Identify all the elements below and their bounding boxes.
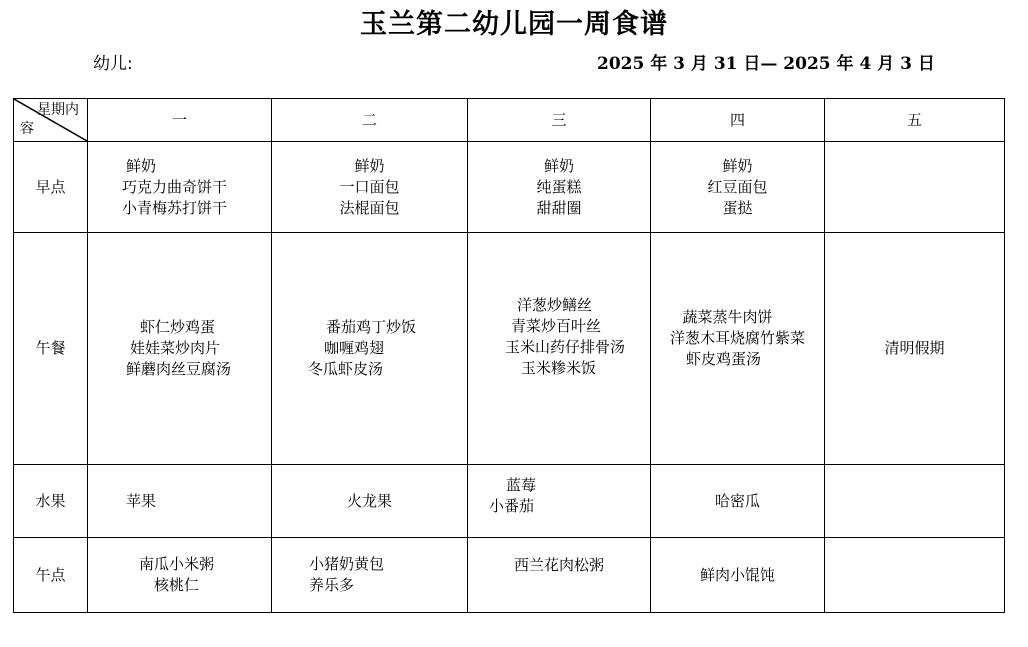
day-header-1: 一: [88, 99, 272, 142]
corner-label-content: 容: [20, 121, 34, 137]
menu-cell: [468, 538, 651, 613]
corner-header: [14, 99, 88, 142]
dish: 鲜蘑肉丝豆腐汤: [126, 360, 232, 378]
meal-row-breakfast: [14, 142, 1005, 233]
dish: 小青梅苏打饼干: [122, 198, 228, 217]
page-title: 玉兰第二幼儿园一周食谱: [360, 9, 668, 40]
menu-cell: [651, 538, 825, 613]
dish: 玉米山药仔排骨汤: [505, 338, 626, 356]
dish: 洋葱木耳烧腐竹紫菜: [669, 329, 805, 347]
dish: 娃娃菜炒肉片: [130, 339, 221, 357]
dish: 蔬菜蒸牛肉饼: [682, 308, 773, 326]
dish: 一口面包: [339, 177, 400, 196]
dish: 哈密瓜: [714, 491, 760, 510]
menu-cell: [468, 233, 651, 465]
dish: 苹果: [126, 491, 157, 510]
dish: 鲜奶: [126, 156, 157, 175]
dish: 鲜奶: [354, 156, 385, 175]
dish: 番茄鸡丁炒饭: [326, 318, 417, 336]
menu-cell: [272, 142, 468, 233]
dish: 西兰花肉松粥: [513, 555, 604, 574]
meal-row-lunch: [14, 233, 1005, 465]
meal-label: 午点: [14, 538, 88, 613]
dish: 鲜奶: [722, 156, 753, 175]
header-row: [14, 99, 1005, 142]
dish: 蓝莓: [506, 476, 537, 494]
dish: 火龙果: [346, 491, 392, 510]
class-label: 幼儿:: [93, 54, 133, 74]
menu-cell: [88, 538, 272, 613]
dish: 鲜肉小馄饨: [699, 565, 775, 584]
day-header-4: 四: [651, 99, 825, 142]
day-header-5: 五: [825, 99, 1005, 142]
dish: 咖喱鸡翅: [324, 339, 385, 357]
meal-row-fruit: [14, 465, 1005, 538]
dish: 小猪奶黄包: [309, 555, 385, 573]
dish: 洋葱炒鳝丝: [517, 296, 593, 314]
corner-label-weekday: 星期内: [37, 102, 79, 118]
dish: 冬瓜虾皮汤: [308, 360, 384, 378]
menu-cell: [468, 142, 651, 233]
menu-cell: [88, 465, 272, 538]
dish: 小番茄: [489, 497, 535, 515]
menu-cell: [468, 465, 651, 538]
dish: 鲜奶: [543, 156, 574, 175]
dish: 南瓜小米粥: [139, 555, 215, 573]
menu-cell: [825, 233, 1005, 465]
menu-cell: [272, 538, 468, 613]
menu-cell: [651, 465, 825, 538]
dish: 甜甜圈: [536, 198, 582, 217]
meal-label: 水果: [14, 465, 88, 538]
menu-cell: [651, 233, 825, 465]
dish: 红豆面包: [707, 177, 768, 196]
menu-cell: [88, 142, 272, 233]
menu-cell-empty: [825, 538, 1005, 613]
dish: 虾皮鸡蛋汤: [685, 350, 761, 368]
holiday-note: 清明假期: [884, 339, 945, 357]
weekly-menu-table: [13, 98, 1005, 613]
meal-row-snack: [14, 538, 1005, 613]
dish: 巧克力曲奇饼干: [122, 177, 228, 196]
menu-cell: [272, 465, 468, 538]
dish: 玉米糁米饭: [521, 359, 597, 377]
meal-label: 早点: [14, 142, 88, 233]
menu-cell-empty: [825, 465, 1005, 538]
day-header-3: 三: [468, 99, 651, 142]
dish: 法棍面包: [339, 198, 400, 217]
menu-cell-empty: [825, 142, 1005, 233]
day-header-2: 二: [272, 99, 468, 142]
dish: 青菜炒百叶丝: [511, 317, 602, 335]
dish: 核桃仁: [154, 576, 200, 594]
dish: 纯蛋糕: [536, 177, 582, 196]
meal-label: 午餐: [14, 233, 88, 465]
date-range: 2025 年 3 月 31 日— 2025 年 4 月 3 日: [597, 54, 935, 74]
dish: 蛋挞: [722, 198, 753, 217]
dish: 虾仁炒鸡蛋: [140, 318, 216, 336]
menu-cell: [651, 142, 825, 233]
menu-cell: [88, 233, 272, 465]
dish: 养乐多: [309, 576, 355, 594]
menu-cell: [272, 233, 468, 465]
